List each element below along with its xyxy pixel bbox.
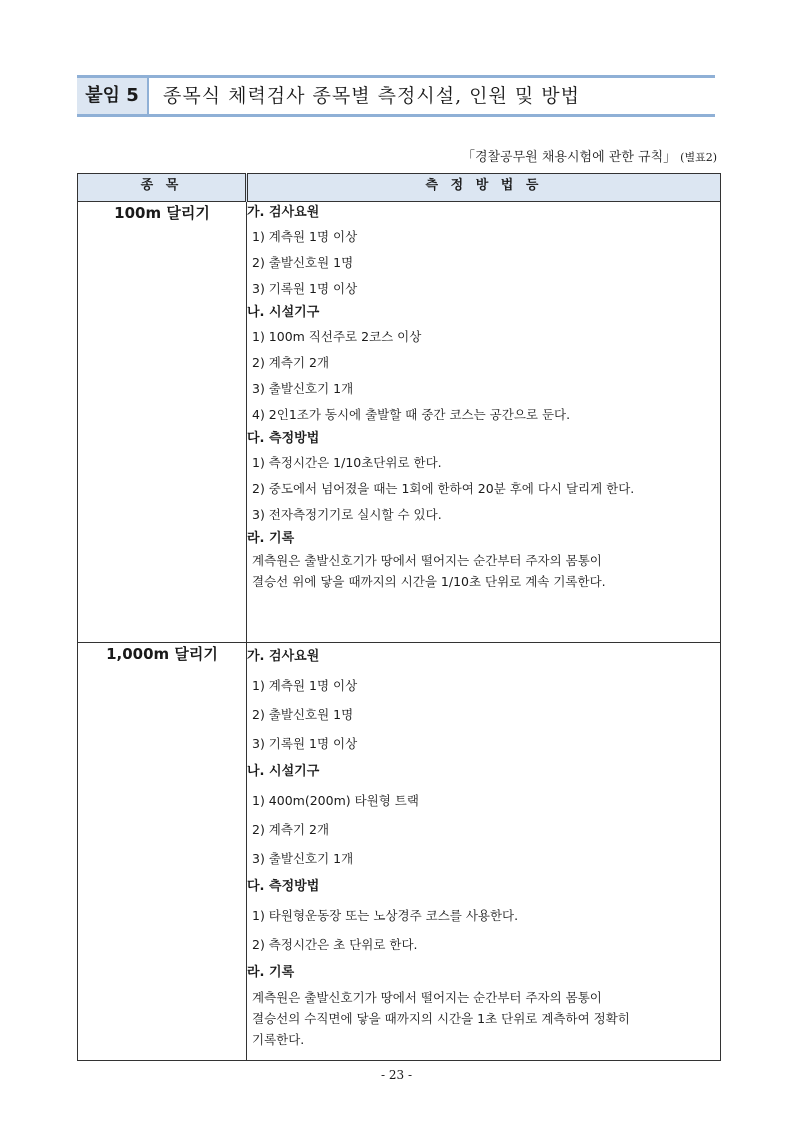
list-item: 4) 2인1조가 동시에 출발할 때 중간 코스는 공간으로 둔다. (252, 407, 571, 422)
list-item: 1) 측정시간은 1/10초단위로 한다. (252, 455, 442, 470)
list-item: 3) 전자측정기기로 실시할 수 있다. (252, 507, 442, 522)
appendix-title-bar (77, 75, 715, 117)
paragraph-line: 기록한다. (252, 1032, 305, 1047)
header-method: 측 정 방 법 등 (247, 174, 721, 202)
appendix-tag: 붙임 5 (77, 78, 149, 114)
source-regulation: 「경찰공무원 채용시험에 관한 규칙」 (461, 150, 677, 165)
measurement-table (77, 173, 721, 1061)
list-item: 2) 계측기 2개 (252, 822, 330, 837)
record-paragraph (247, 987, 720, 1050)
list-item: 3) 출발신호기 1개 (252, 381, 354, 396)
table-row (78, 202, 721, 643)
list-item: 3) 출발신호기 1개 (252, 851, 354, 866)
list-item: 2) 중도에서 넘어졌을 때는 1회에 한하여 20분 후에 다시 달리게 한다. (252, 481, 635, 496)
section-title: 가. 검사요원 (247, 649, 320, 664)
list-item: 3) 기록원 1명 이상 (252, 736, 358, 751)
list-item: 2) 출발신호원 1명 (252, 255, 354, 270)
table-row (78, 643, 721, 1061)
header-event: 종 목 (78, 174, 247, 202)
event-name: 1,000m 달리기 (78, 643, 247, 1061)
section-title: 다. 측정방법 (247, 431, 320, 446)
section-title: 다. 측정방법 (247, 879, 320, 894)
list-item: 2) 출발신호원 1명 (252, 707, 354, 722)
list-item: 1) 100m 직선주로 2코스 이상 (252, 329, 422, 344)
method-cell (247, 643, 721, 1061)
paragraph-line: 계측원은 출발신호기가 땅에서 떨어지는 순간부터 주자의 몸통이 (252, 553, 602, 568)
record-paragraph (247, 550, 720, 592)
section-title: 나. 시설기구 (247, 764, 320, 779)
list-item: 1) 계측원 1명 이상 (252, 229, 358, 244)
event-name: 100m 달리기 (78, 202, 247, 643)
source-annex: (별표2) (680, 151, 717, 164)
table-header-row (78, 174, 721, 202)
paragraph-line: 결승선의 수직면에 닿을 때까지의 시간을 1초 단위로 계측하여 정확히 (252, 1011, 630, 1026)
list-item: 2) 측정시간은 초 단위로 한다. (252, 937, 418, 952)
appendix-title: 종목식 체력검사 종목별 측정시설, 인원 및 방법 (163, 85, 581, 107)
section-title: 가. 검사요원 (247, 205, 320, 220)
list-item: 1) 계측원 1명 이상 (252, 678, 358, 693)
paragraph-line: 계측원은 출발신호기가 땅에서 떨어지는 순간부터 주자의 몸통이 (252, 990, 602, 1005)
method-cell (247, 202, 721, 643)
list-item: 1) 400m(200m) 타원형 트랙 (252, 793, 419, 808)
section-title: 나. 시설기구 (247, 305, 320, 320)
source-citation (462, 146, 717, 165)
page-number: - 23 - (380, 1068, 412, 1082)
paragraph-line: 결승선 위에 닿을 때까지의 시간을 1/10초 단위로 계속 기록한다. (252, 574, 606, 589)
section-title: 라. 기록 (247, 531, 295, 546)
list-item: 1) 타원형운동장 또는 노상경주 코스를 사용한다. (252, 908, 519, 923)
section-title: 라. 기록 (247, 965, 295, 980)
list-item: 3) 기록원 1명 이상 (252, 281, 358, 296)
list-item: 2) 계측기 2개 (252, 355, 330, 370)
